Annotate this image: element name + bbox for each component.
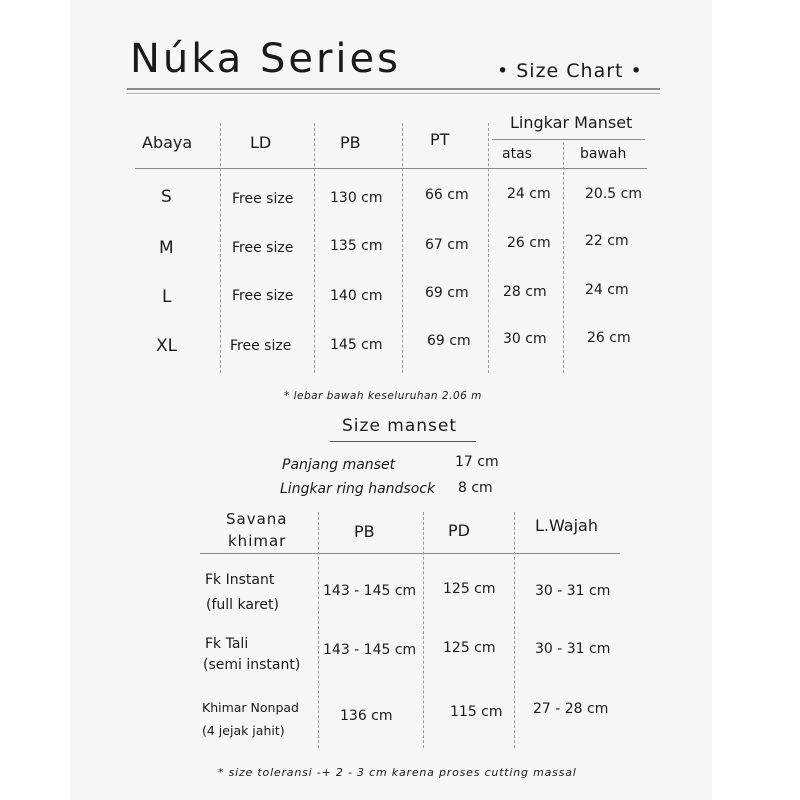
atas-value: 30 cm: [503, 331, 547, 347]
abaya-col-header: Abaya: [142, 133, 193, 152]
khimar-col-divider: [318, 512, 319, 748]
bawah-value: 22 cm: [585, 233, 629, 249]
lwajah-col-header: L.Wajah: [535, 516, 598, 535]
khimar-header-rule: [200, 553, 620, 554]
manset-title: Size manset: [342, 416, 458, 436]
pt-value: 69 cm: [427, 333, 471, 349]
pb-value: 136 cm: [340, 708, 393, 724]
khimar-desc: (full karet): [206, 597, 279, 613]
size-label: S: [161, 187, 172, 207]
abaya-col-divider: [220, 123, 221, 373]
ld-value: Free size: [230, 338, 292, 354]
size-label: XL: [156, 336, 178, 356]
pd-value: 125 cm: [443, 581, 496, 597]
atas-subheader: atas: [502, 146, 532, 162]
bawah-value: 26 cm: [587, 330, 631, 346]
size-label: M: [159, 238, 174, 258]
footer-note: * size toleransi -+ 2 - 3 cm karena proses cutting massal: [218, 766, 577, 779]
khimar-name: Khimar Nonpad: [202, 700, 299, 715]
khimar-desc: (semi instant): [203, 657, 301, 673]
pb-value: 135 cm: [330, 238, 383, 254]
pb-col-header: PB: [340, 133, 361, 152]
pb-value: 143 - 145 cm: [323, 583, 417, 599]
bawah-value: 24 cm: [585, 282, 629, 298]
manset-value: 8 cm: [458, 480, 493, 496]
khimar-col-divider: [423, 512, 424, 748]
manset-value: 17 cm: [455, 454, 499, 470]
lwajah-value: 27 - 28 cm: [533, 701, 609, 717]
pt-col-header: PT: [430, 130, 450, 149]
pb-col-header: PB: [354, 522, 375, 541]
abaya-col-divider: [563, 142, 564, 373]
pd-value: 125 cm: [443, 640, 496, 656]
lingkar-manset-header: Lingkar Manset: [510, 113, 633, 132]
atas-value: 24 cm: [507, 186, 551, 202]
manset-label: Panjang manset: [282, 457, 396, 473]
pb-value: 145 cm: [330, 337, 383, 353]
abaya-col-divider: [488, 123, 489, 373]
khimar-header: khimar: [228, 532, 287, 550]
bawah-value: 20.5 cm: [585, 186, 642, 202]
ld-value: Free size: [232, 191, 294, 207]
pd-value: 115 cm: [450, 704, 503, 720]
pb-value: 140 cm: [330, 288, 383, 304]
lwajah-value: 30 - 31 cm: [535, 641, 611, 657]
savana-header: Savana: [226, 510, 288, 528]
ld-value: Free size: [232, 240, 294, 256]
khimar-name: Fk Tali: [205, 636, 249, 652]
chart-subtitle: • Size Chart •: [497, 60, 643, 82]
pb-value: 143 - 145 cm: [323, 642, 417, 658]
khimar-name: Fk Instant: [205, 572, 275, 588]
lingkar-manset-underline: [492, 139, 645, 140]
header-divider: [127, 88, 660, 90]
atas-value: 28 cm: [503, 284, 547, 300]
pt-value: 66 cm: [425, 187, 469, 203]
chart-title: Núka Series: [130, 36, 401, 82]
size-label: L: [162, 287, 172, 307]
manset-title-underline: [330, 441, 476, 442]
abaya-col-divider: [314, 123, 315, 373]
header-divider-thin: [127, 93, 660, 94]
pd-col-header: PD: [448, 521, 470, 540]
pt-value: 67 cm: [425, 237, 469, 253]
abaya-col-divider: [402, 123, 403, 373]
pt-value: 69 cm: [425, 285, 469, 301]
khimar-col-divider: [514, 512, 515, 748]
bawah-subheader: bawah: [580, 146, 627, 162]
manset-label: Lingkar ring handsock: [280, 481, 436, 497]
khimar-desc: (4 jejak jahit): [202, 723, 285, 738]
lwajah-value: 30 - 31 cm: [535, 583, 611, 599]
abaya-note: * lebar bawah keseluruhan 2.06 m: [284, 390, 482, 402]
atas-value: 26 cm: [507, 235, 551, 251]
pb-value: 130 cm: [330, 190, 383, 206]
ld-col-header: LD: [250, 133, 272, 152]
ld-value: Free size: [232, 288, 294, 304]
abaya-header-rule: [135, 168, 647, 169]
